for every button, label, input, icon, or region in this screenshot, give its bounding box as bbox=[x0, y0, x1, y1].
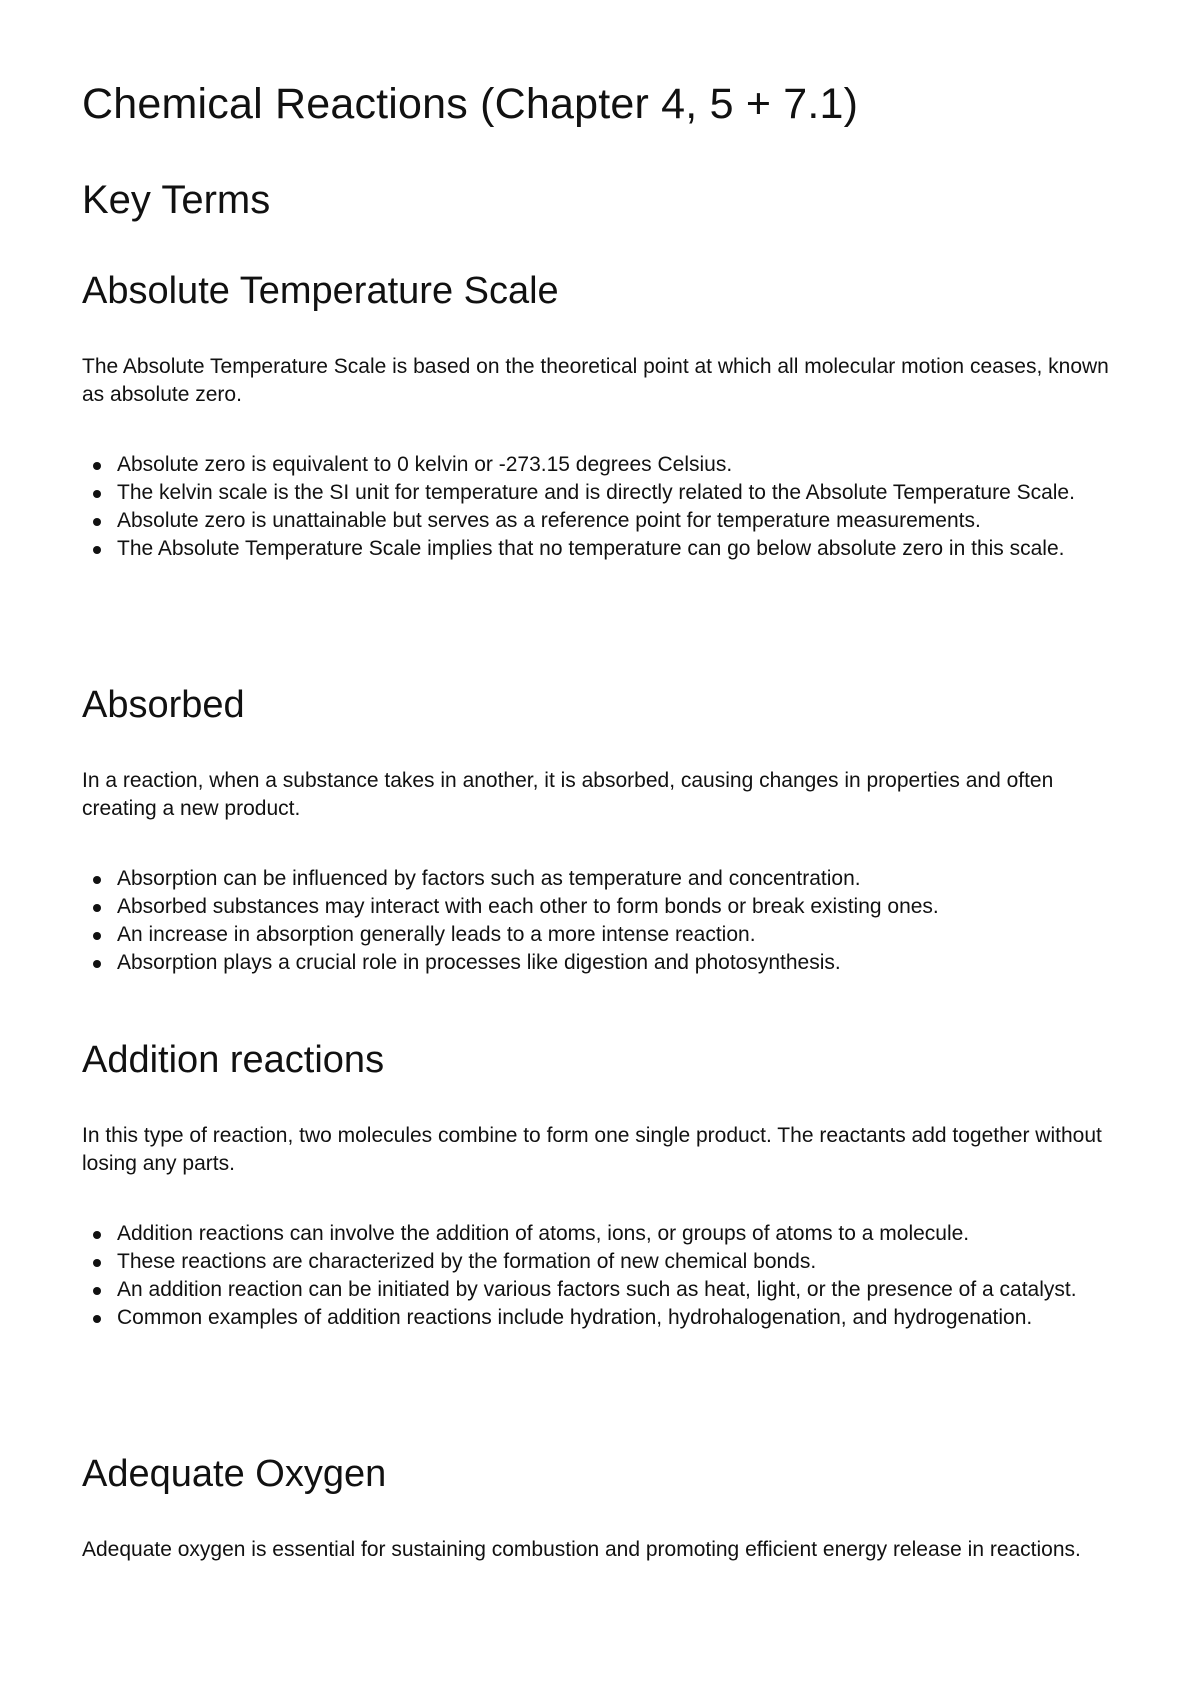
term-bullet-list bbox=[82, 451, 1132, 563]
bullet-item: Absolute zero is equivalent to 0 kelvin or -273.15 degrees Celsius. bbox=[117, 451, 1132, 479]
bullet-item: Common examples of addition reactions include hydration, hydrohalogenation, and hydrogenation. bbox=[117, 1304, 1132, 1332]
term-bullet-list bbox=[82, 1220, 1132, 1332]
term-section bbox=[82, 268, 1132, 563]
bullet-item: Addition reactions can involve the addition of atoms, ions, or groups of atoms to a molecule. bbox=[117, 1220, 1132, 1248]
term-heading: Adequate Oxygen bbox=[82, 1453, 387, 1495]
term-heading: Absolute Temperature Scale bbox=[82, 270, 559, 312]
term-heading: Addition reactions bbox=[82, 1039, 385, 1081]
term-description: In this type of reaction, two molecules combine to form one single product. The reactants add together without losing any parts. bbox=[82, 1124, 1102, 1175]
bullet-item: An increase in absorption generally leads to a more intense reaction. bbox=[117, 921, 1132, 949]
bullet-item: Absolute zero is unattainable but serves as a reference point for temperature measurements. bbox=[117, 507, 1132, 535]
term-section bbox=[82, 1037, 1132, 1332]
term-section bbox=[82, 682, 1132, 977]
term-bullet-list bbox=[82, 865, 1132, 977]
term-description: Adequate oxygen is essential for sustaining combustion and promoting efficient energy release in reactions. bbox=[82, 1538, 1081, 1561]
term-heading: Absorbed bbox=[82, 684, 245, 726]
term-description: In a reaction, when a substance takes in another, it is absorbed, causing changes in properties and often creating a new product. bbox=[82, 769, 1054, 820]
key-terms-heading: Key Terms bbox=[82, 178, 271, 222]
bullet-item: An addition reaction can be initiated by various factors such as heat, light, or the presence of a catalyst. bbox=[117, 1276, 1132, 1304]
term-description: The Absolute Temperature Scale is based on the theoretical point at which all molecular motion ceases, known as absolute zero. bbox=[82, 355, 1109, 406]
bullet-item: Absorption can be influenced by factors such as temperature and concentration. bbox=[117, 865, 1132, 893]
bullet-item: The Absolute Temperature Scale implies that no temperature can go below absolute zero in this scale. bbox=[117, 535, 1132, 563]
bullet-item: Absorption plays a crucial role in processes like digestion and photosynthesis. bbox=[117, 949, 1132, 977]
bullet-item: These reactions are characterized by the formation of new chemical bonds. bbox=[117, 1248, 1132, 1276]
document-title: Chemical Reactions (Chapter 4, 5 + 7.1) bbox=[82, 80, 859, 128]
term-section bbox=[82, 1451, 1132, 1564]
bullet-item: Absorbed substances may interact with each other to form bonds or break existing ones. bbox=[117, 893, 1132, 921]
bullet-item: The kelvin scale is the SI unit for temperature and is directly related to the Absolute Temperature Scale. bbox=[117, 479, 1132, 507]
